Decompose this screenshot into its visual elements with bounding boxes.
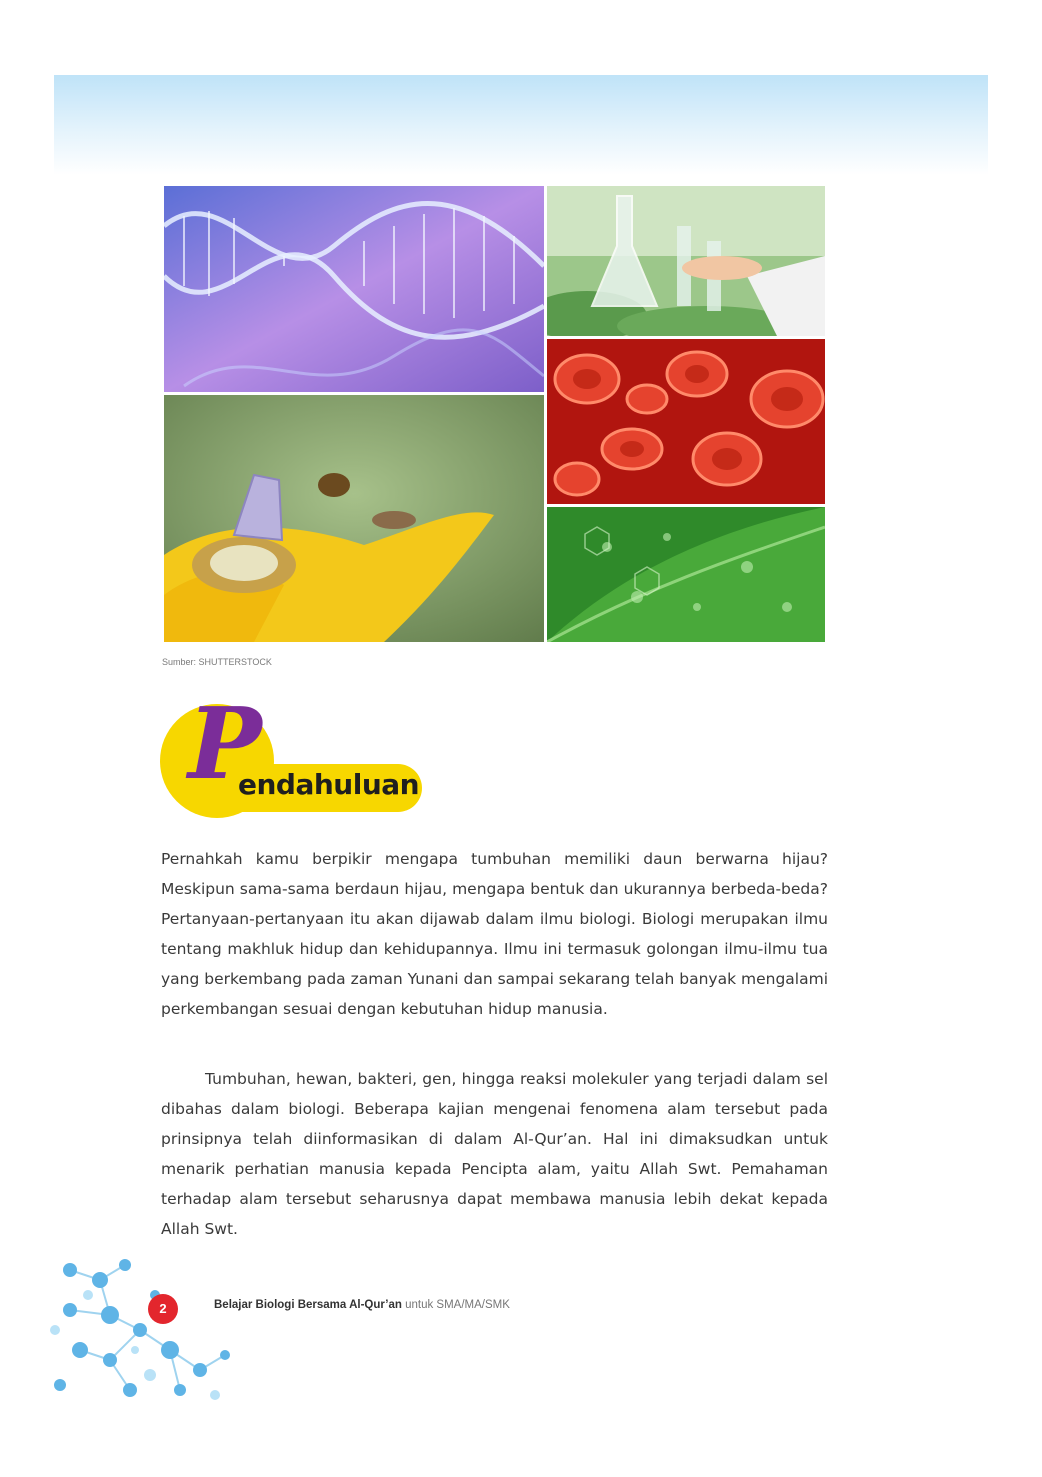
paragraph-body: Tumbuhan, hewan, bakteri, gen, hingga reaksi molekuler yang terjadi dalam sel dibahas dalam biologi. Beberapa kajian mengenai fenomena alam tersebut pada prinsipnya telah diinformasikan di dalam Al-Qur’an. Hal ini dimaksudkan untuk menarik perhatian manusia kepada Pencipta alam, yaitu Allah Swt. Pemahaman terhadap alam tersebut seharusnya dapat membawa manusia lebih dekat kepada Allah Swt. xyxy=(161,1070,828,1238)
footer-audience: untuk SMA/MA/SMK xyxy=(405,1299,510,1311)
dna-helix-photo xyxy=(164,186,544,392)
heading-initial: P xyxy=(188,687,262,802)
image-caption: Sumber: SHUTTERSTOCK xyxy=(162,657,272,667)
heading-text: endahuluan xyxy=(238,768,420,801)
footer-book-title: Belajar Biologi Bersama Al-Qur’an xyxy=(214,1299,402,1311)
red-blood-cells-photo xyxy=(547,339,825,504)
lab-flask-photo xyxy=(547,186,825,336)
running-footer xyxy=(214,1299,510,1311)
page-number-badge: 2 xyxy=(148,1294,178,1324)
section-heading xyxy=(160,687,440,824)
photo-collage xyxy=(164,186,825,642)
green-leaf-photo xyxy=(547,507,825,642)
butterfly-flower-photo xyxy=(164,395,544,642)
header-band xyxy=(54,75,988,175)
molecule-decoration xyxy=(40,1250,260,1410)
paragraph-intro: Pernahkah kamu berpikir mengapa tumbuhan memiliki daun berwarna hijau? Meskipun sama-sama berdaun hijau, mengapa bentuk dan ukurannya berbeda-beda? Pertanyaan-pertanyaan itu akan dijawab dalam ilmu biologi. Biologi merupakan ilmu tentang makhluk hidup dan kehidupannya. Ilmu ini termasuk golongan ilmu-ilmu tua yang berkembang pada zaman Yunani dan sampai sekarang telah banyak mengalami perkembangan sesuai dengan kebutuhan hidup manusia. xyxy=(161,850,828,1018)
